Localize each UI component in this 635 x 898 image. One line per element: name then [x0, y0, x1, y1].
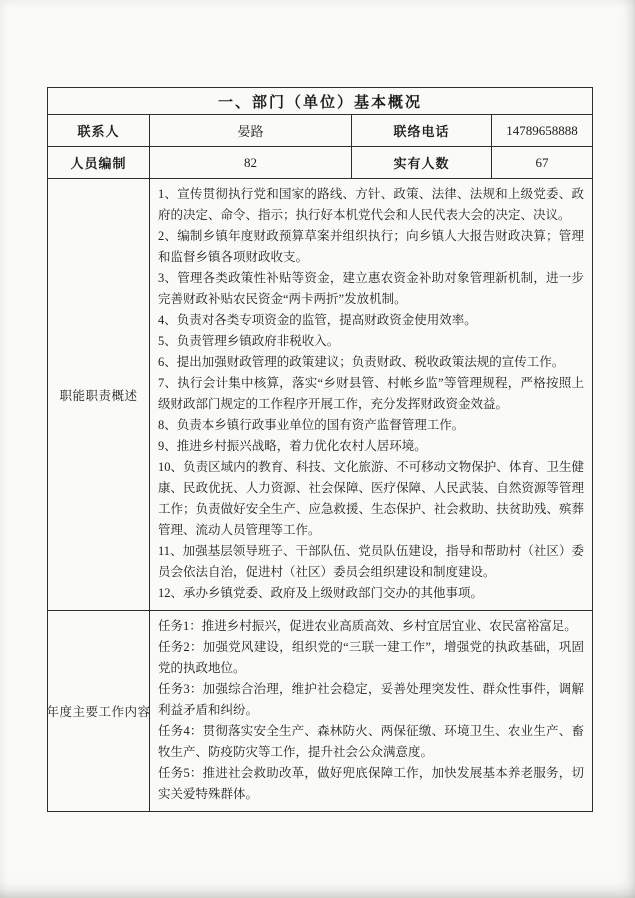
staffing-row [48, 146, 592, 178]
staffing-label: 人员编制 [70, 156, 127, 171]
annual-work-section-content [149, 611, 592, 811]
duty-item: 11、加强基层领导班子、干部队伍、党员队伍建设，指导和帮助村（社区）委员会依法自治，促进村（社区）委员会组织建设和制度建设。 [158, 544, 584, 579]
task-item: 任务3：加强综合治理，维护社会稳定，妥善处理突发性、群众性事件，调解利益矛盾和纠纷。 [158, 682, 584, 717]
duties-section-label: 职能职责概述 [59, 388, 138, 403]
duty-item: 2、编制乡镇年度财政预算草案并组织执行；向乡镇人大报告财政决算；管理和监督乡镇各项财政收支。 [158, 229, 584, 264]
annual-work-section-label: 年度主要工作内容 [46, 705, 151, 719]
duty-item: 6、提出加强财政管理的政策建议；负责财政、税收政策法规的宣传工作。 [158, 355, 565, 369]
contact-label: 联系人 [77, 124, 120, 139]
duty-item: 10、负责区域内的教育、科技、文化旅游、不可移动文物保护、体育、卫生健康、民政优抚、人力资源、社会保障、医疗保障、人民武装、自然资源等管理工作；负责做好安全生产、应急救援、生态保护、社会救助、扶贫助残、殡葬管理、流动人员管理等工作。 [158, 460, 584, 537]
department-overview-table [47, 87, 593, 812]
table-title: 一、部门（单位）基本概况 [217, 93, 422, 111]
duty-item: 3、管理各类政策性补贴等资金，建立惠农资金补助对象管理新机制，进一步完善财政补贴农民资金“两卡两折”发放机制。 [158, 271, 584, 306]
table-title-row [48, 88, 592, 114]
duties-section-content [149, 179, 592, 610]
duty-item: 4、负责对各类专项资金的监管，提高财政资金使用效率。 [158, 313, 477, 327]
duty-item: 1、宣传贯彻执行党和国家的路线、方针、政策、法律、法规和上级党委、政府的决定、命令、指示；执行好本机党代会和人民代表大会的决定、决议。 [158, 187, 584, 222]
duty-item: 7、执行会计集中核算，落实“乡财县管、村帐乡监”等管理规程，严格按照上级财政部门规定的工作程序开展工作，充分发挥财政资金效益。 [158, 376, 584, 411]
phone-value: 14789658888 [491, 115, 592, 146]
contact-row [48, 114, 592, 146]
duty-item: 5、负责管理乡镇政府非税收入。 [158, 334, 340, 348]
task-item: 任务2：加强党风建设，组织党的“三联一建工作”，增强党的执政基础，巩固党的执政地位。 [158, 640, 584, 675]
contact-value: 晏路 [149, 115, 351, 146]
phone-label: 联络电话 [351, 115, 491, 146]
duty-item: 12、承办乡镇党委、政府及上级财政部门交办的其他事项。 [158, 586, 484, 600]
annual-work-section-row [48, 610, 592, 811]
task-item: 任务1：推进乡村振兴，促进农业高质高效、乡村宜居宜业、农民富裕富足。 [158, 619, 577, 633]
task-item: 任务4：贯彻落实安全生产、森林防火、两保征缴、环境卫生、农业生产、畜牧生产、防疫防灾等工作，提升社会公众满意度。 [158, 724, 584, 759]
duties-section-row [48, 178, 592, 610]
duty-item: 8、负责本乡镇行政事业单位的国有资产监督管理工作。 [158, 418, 465, 432]
duty-item: 9、推进乡村振兴战略，着力优化农村人居环境。 [158, 439, 427, 453]
staffing-value: 82 [149, 147, 351, 178]
actual-headcount-label: 实有人数 [351, 147, 491, 178]
actual-headcount-value: 67 [491, 147, 592, 178]
task-item: 任务5：推进社会救助改革，做好兜底保障工作，加快发展基本养老服务，切实关爱特殊群体。 [158, 766, 584, 801]
